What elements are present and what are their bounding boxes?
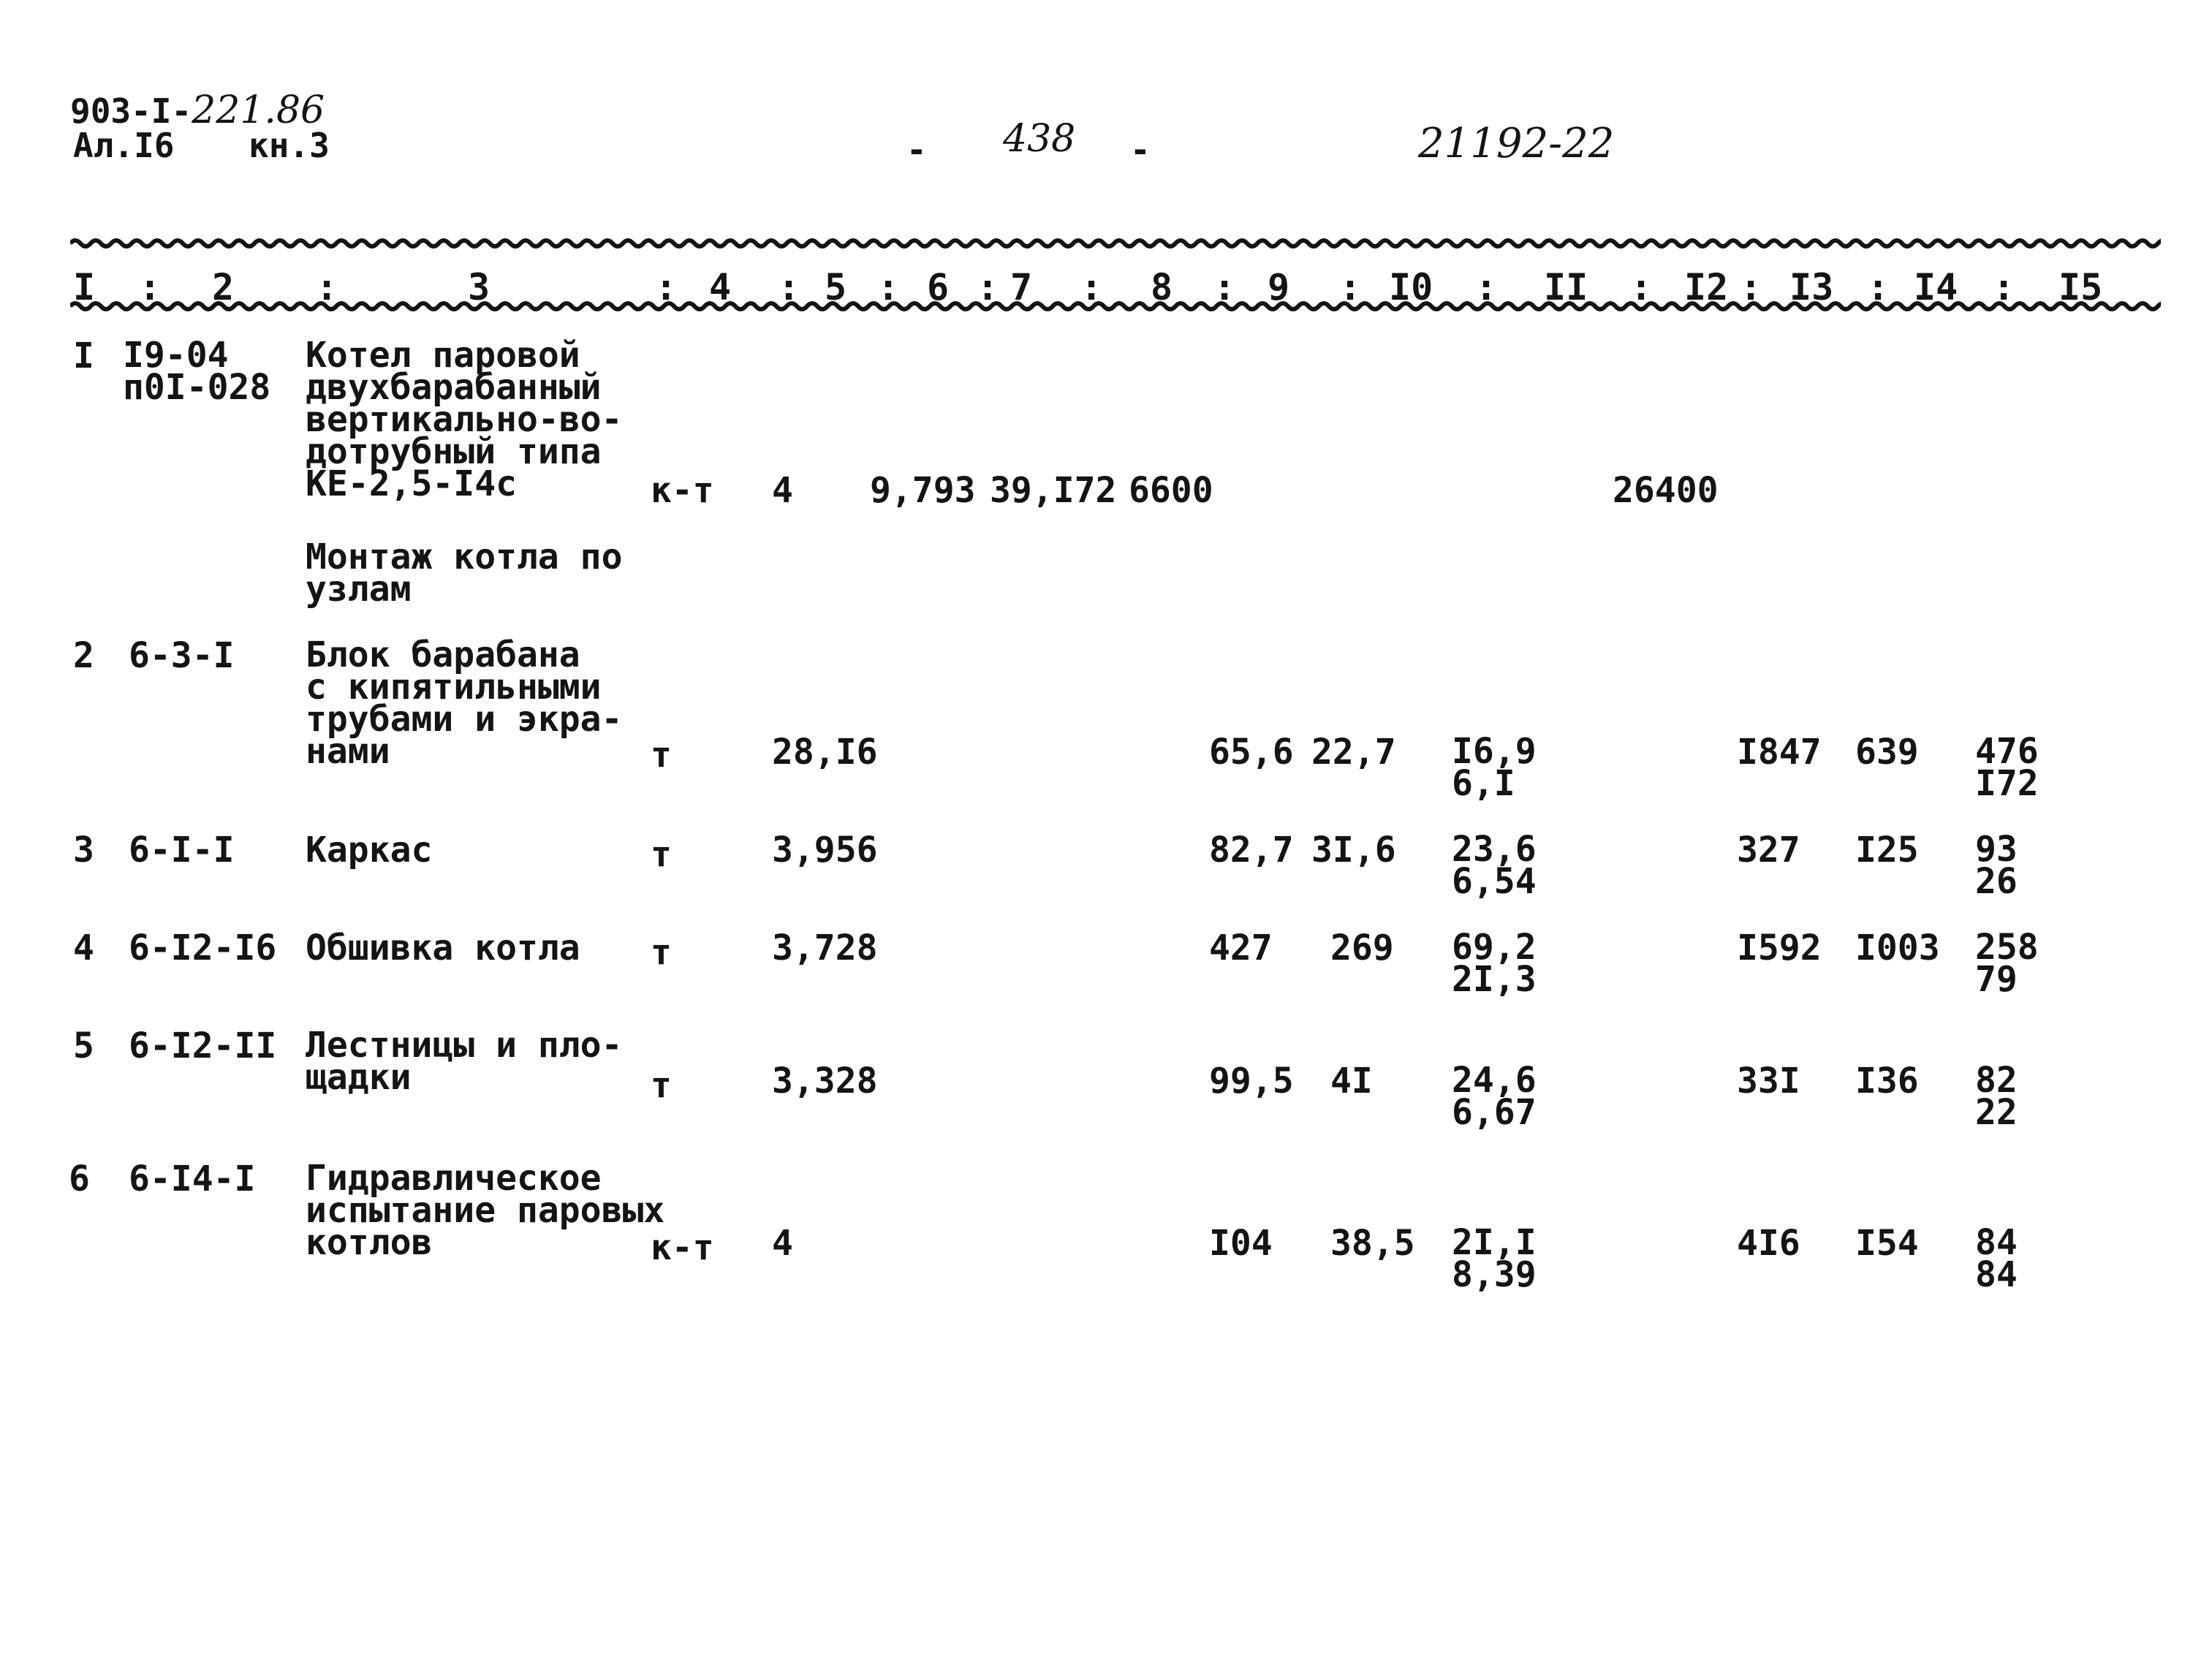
book-number: кн.3 <box>249 126 330 165</box>
unit: к-т <box>651 1227 714 1268</box>
unit: т <box>651 735 672 776</box>
col-11-value: 2I,I 8,39 <box>1452 1222 1537 1295</box>
norm-code: 6-I2-II <box>129 1025 277 1066</box>
col-header-7: 7 <box>1010 266 1033 308</box>
doc-code-typed: 903-I- <box>70 91 192 131</box>
col-14-value: I003 <box>1855 928 1940 968</box>
col-separator: : <box>1740 266 1762 308</box>
row-number: I <box>73 335 94 376</box>
col-separator: : <box>1080 266 1103 308</box>
col-separator: : <box>1475 266 1498 308</box>
col-header-11: II <box>1544 266 1588 308</box>
quantity: 3,328 <box>772 1061 878 1101</box>
work-name: Котел паровой двухбарабанный вертикально-во- дотрубный типа КЕ-2,5-I4с <box>306 335 623 504</box>
norm-code: 6-I4-I <box>129 1159 256 1199</box>
col-7-value: 39,I72 <box>990 470 1117 511</box>
doc-code-handwritten: 221.86 <box>192 88 325 132</box>
col-9-value: 82,7 <box>1209 830 1294 871</box>
col-15-value: 476 I72 <box>1975 731 2039 804</box>
col-header-3: 3 <box>468 266 490 308</box>
col-separator: : <box>1993 266 2015 308</box>
col-header-8: 8 <box>1151 266 1173 308</box>
col-9-value: 65,6 <box>1209 732 1294 773</box>
col-header-2: 2 <box>212 266 235 308</box>
col-10-value: 269 <box>1330 928 1394 968</box>
col-10-value: 3I,6 <box>1311 830 1396 871</box>
col-15-value: 82 22 <box>1975 1060 2018 1133</box>
doc-code <box>70 88 325 132</box>
col-header-4: 4 <box>709 266 732 308</box>
col-separator: : <box>1867 266 1890 308</box>
norm-code: 6-I-I <box>129 830 235 871</box>
quantity: 28,I6 <box>772 732 878 773</box>
col-14-value: I25 <box>1855 830 1919 871</box>
norm-code: 6-I2-I6 <box>129 928 277 968</box>
quantity: 3,728 <box>772 928 878 968</box>
col-11-value: 24,6 6,67 <box>1452 1060 1537 1133</box>
col-header-5: 5 <box>825 266 847 308</box>
norm-code: I9-04 п0I-028 <box>123 335 271 408</box>
archive-number: 21192-22 <box>1418 120 1615 167</box>
unit: к-т <box>651 470 714 511</box>
col-separator: : <box>877 266 900 308</box>
section-title: Монтаж котла по узлам <box>306 536 623 610</box>
col-13-value: I847 <box>1737 732 1822 773</box>
page-number: 438 <box>1003 117 1076 161</box>
col-11-value: I6,9 6,I <box>1452 731 1537 804</box>
col-separator: : <box>1630 266 1653 308</box>
col-9-value: 99,5 <box>1209 1061 1294 1101</box>
col-15-value: 258 79 <box>1975 927 2039 1000</box>
col-header-12: I2 <box>1684 266 1729 308</box>
col-header-6: 6 <box>927 266 950 308</box>
col-14-value: 639 <box>1855 732 1919 773</box>
work-name: Обшивка котла <box>306 928 580 968</box>
work-name: Блок барабана с кипятильными трубами и экра- нами <box>306 634 623 772</box>
row-number: 6 <box>69 1159 90 1199</box>
col-12-value: 26400 <box>1613 470 1719 511</box>
page-dash-right: - <box>1130 130 1151 170</box>
col-11-value: 69,2 2I,3 <box>1452 927 1537 1000</box>
top-wavy-rule <box>70 232 2161 254</box>
col-13-value: 4I6 <box>1737 1223 1800 1264</box>
col-separator: : <box>1213 266 1236 308</box>
col-10-value: 4I <box>1330 1061 1373 1101</box>
page-dash-left: - <box>906 130 927 170</box>
col-13-value: I592 <box>1737 928 1822 968</box>
col-11-value: 23,6 6,54 <box>1452 829 1537 902</box>
work-name: Каркас <box>306 830 433 871</box>
col-15-value: 93 26 <box>1975 829 2018 902</box>
row-number: 3 <box>73 830 94 871</box>
row-number: 5 <box>73 1025 94 1066</box>
col-separator: : <box>977 266 999 308</box>
col-separator: : <box>655 266 678 308</box>
col-separator: : <box>316 266 338 308</box>
col-header-15: I5 <box>2058 266 2103 308</box>
col-10-value: 22,7 <box>1311 732 1396 773</box>
col-header-13: I3 <box>1789 266 1834 308</box>
col-header-9: 9 <box>1268 266 1290 308</box>
col-14-value: I54 <box>1855 1223 1919 1264</box>
col-separator: : <box>778 266 800 308</box>
col-6-value: 9,793 <box>870 470 976 511</box>
row-number: 4 <box>73 928 94 968</box>
col-separator: : <box>1339 266 1362 308</box>
col-14-value: I36 <box>1855 1061 1919 1101</box>
unit: т <box>651 932 672 973</box>
work-name: Гидравлическое испытание паровых котлов <box>306 1158 665 1263</box>
norm-code: 6-3-I <box>129 635 235 676</box>
quantity: 4 <box>772 1223 793 1264</box>
col-8-value: 6600 <box>1129 470 1213 511</box>
col-15-value: 84 84 <box>1975 1222 2018 1295</box>
album-number: Ал.I6 <box>73 126 175 165</box>
quantity: 3,956 <box>772 830 878 871</box>
col-separator: : <box>139 266 162 308</box>
header-wavy-rule <box>70 295 2161 317</box>
col-13-value: 33I <box>1737 1061 1800 1101</box>
unit: т <box>651 834 672 875</box>
col-header-14: I4 <box>1914 266 1958 308</box>
col-13-value: 327 <box>1737 830 1800 871</box>
quantity: 4 <box>772 470 793 511</box>
unit: т <box>651 1065 672 1106</box>
col-header-1: I <box>73 266 96 308</box>
col-10-value: 38,5 <box>1330 1223 1415 1264</box>
col-header-10: I0 <box>1389 266 1433 308</box>
col-9-value: I04 <box>1209 1223 1273 1264</box>
col-9-value: 427 <box>1209 928 1273 968</box>
row-number: 2 <box>73 635 94 676</box>
work-name: Лестницы и пло- щадки <box>306 1025 623 1098</box>
